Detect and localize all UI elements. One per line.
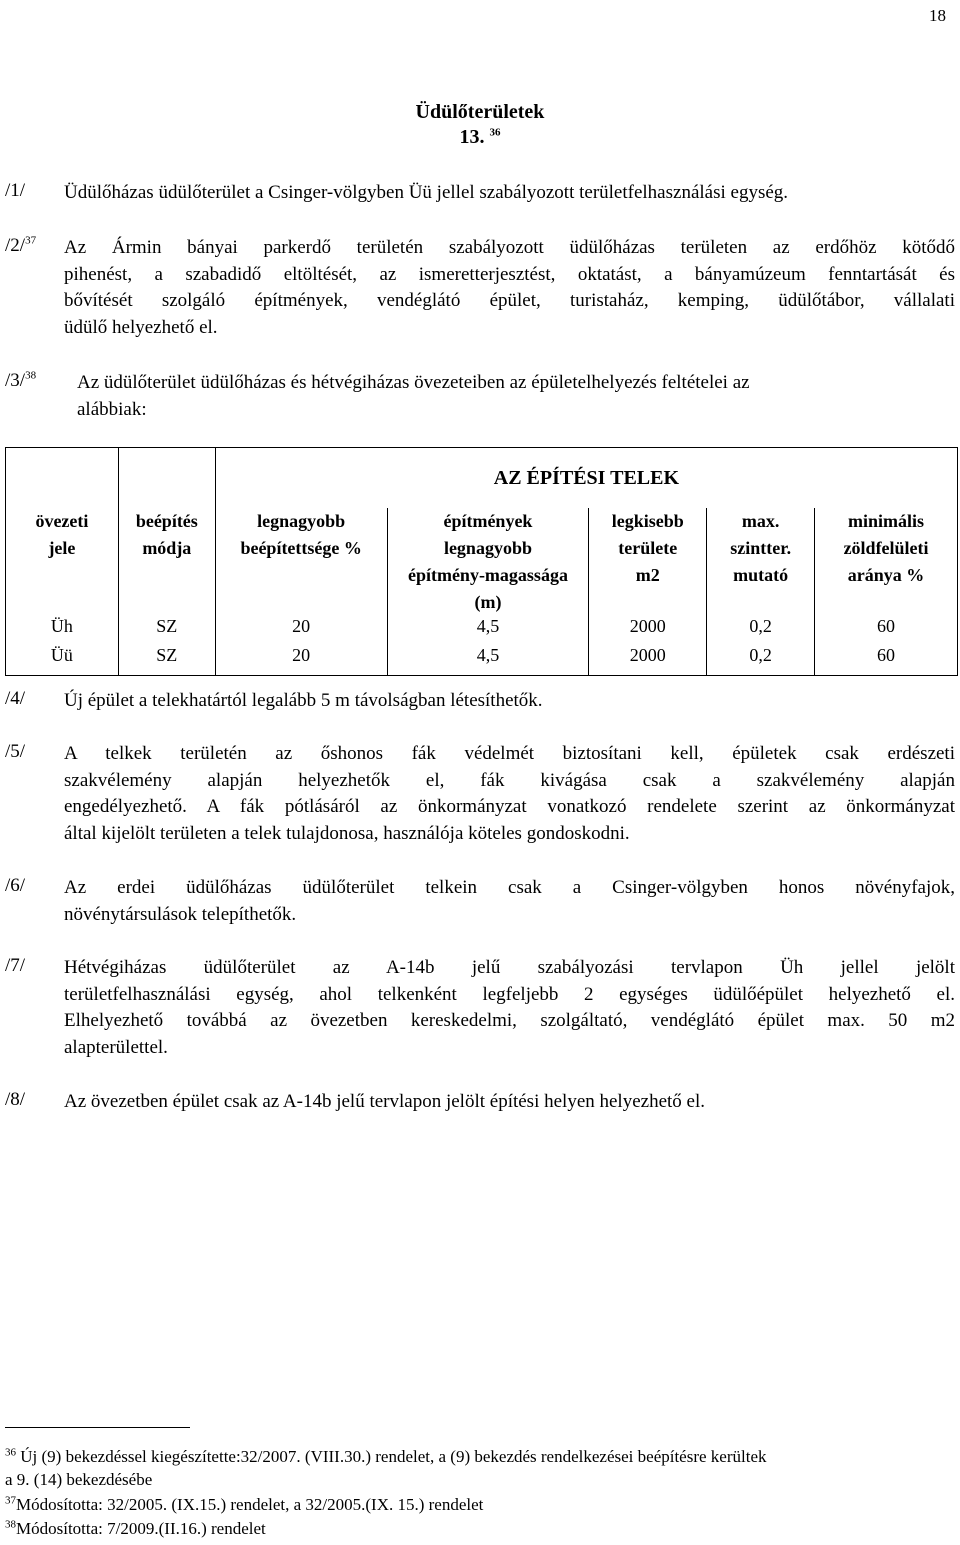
para-8-label: /8/ [5,1089,26,1110]
footnote-number: 38 [5,1518,16,1531]
table-cell: Üü [6,645,119,675]
header-line: zöldfelületi [843,538,929,558]
para-4-label: /4/ [5,688,26,709]
para-7-line: alapterülettel. [64,1036,168,1058]
para-7-line: Elhelyezhető továbbá az övezetben kereskedelmi, szolgáltató, vendéglátó épület max. 50 m2 [64,1010,955,1031]
para-3-line: Az üdülőterület üdülőházas és hétvégiházas övezeteiben az épületelhelyezés feltételei az [77,372,750,393]
page-title: Üdülőterületek [415,101,545,123]
footnote-number: 36 [5,1446,16,1459]
header-line: területe [618,538,678,558]
footnote-line [5,1445,955,1468]
header-floor-ratio [707,508,815,616]
para-5-line: által kijelölt területen a telek tulajdonosa, használója köteles gondoskodni. [64,822,630,844]
para-6-text [64,875,955,928]
header-line: építmény-magassága [407,565,568,585]
section-number [0,126,960,149]
table-cell: SZ [118,645,215,675]
footnote-ref-38: 38 [25,369,37,382]
para-3-number: /3/ [5,370,26,391]
table-cell: 2000 [589,645,707,675]
section-label: 13. [459,126,485,148]
para-6-line: Az erdei üdülőházas üdülőterület telkein csak a Csinger-völgyben honos növényfajok, [64,877,955,898]
para-2-line: üdülő helyezhető el. [64,316,218,338]
footnote-text: Módosította: 7/2009.(II.16.) rendelet [16,1519,266,1538]
header-line: aránya % [847,565,925,585]
building-plot-table [5,447,958,676]
table-cell: 0,2 [707,616,815,645]
para-8-text: Az övezetben épület csak az A-14b jelű tervlapon jelölt építési helyen helyezhető el. [64,1091,705,1112]
table-row [6,616,958,645]
table-title: AZ ÉPÍTÉSI TELEK [215,448,957,509]
header-line: (m) [474,592,502,612]
para-3-text [77,370,897,423]
para-3-line: alábbiak: [77,398,147,420]
footnote-text: Új (9) bekezdéssel kiegészítette:32/2007. (VIII.30.) rendelet, a (9) bekezdés rendelkezései beépítésre kerültek [20,1447,767,1466]
para-6-line: növénytársulások telepíthetők. [64,903,297,925]
para-7-label: /7/ [5,955,26,976]
table-cell: 60 [815,616,958,645]
header-line: m2 [635,565,660,585]
para-7-text [64,955,955,1061]
header-line: minimális [848,511,925,531]
header-line: szintter. [730,538,792,558]
header-green-ratio [815,508,958,616]
para-2-line: pihenést, a szabadidő eltöltését, az ismeretterjesztést, oktatást, a bányamúzeum fenntartását és [64,263,955,285]
header-line: mutató [733,565,789,585]
footnote-ref-36: 36 [489,126,501,139]
para-7-line: Hétvégiházas üdülőterület az A-14b jelű szabályozási tervlapon Üh jellel jelölt [64,957,955,978]
footnote-divider [5,1427,190,1428]
table-cell: 0,2 [707,645,815,675]
header-line: max. [741,511,780,531]
header-line: módja [142,538,192,558]
footnote-line: a 9. (14) bekezdésébe [5,1470,153,1489]
header-line: jele [48,538,76,558]
footnote-text: Módosította: 32/2005. (IX.15.) rendelet, a 32/2005.(IX. 15.) rendelet [16,1495,484,1514]
para-2-line: bővítését szolgáló építmények, vendéglátó épület, turistaház, kemping, üdülőtábor, vállalati [64,290,955,311]
footnote-ref-37: 37 [25,234,37,247]
header-max-coverage [215,508,387,616]
para-6-label: /6/ [5,875,26,896]
footnote-36 [5,1445,955,1491]
table-cell: 20 [215,616,387,645]
header-line: legnagyobb [443,538,532,558]
footnote-number: 37 [5,1494,16,1507]
para-3-label [5,370,36,392]
header-max-height [387,508,589,616]
table-row [6,645,958,675]
table-cell: 4,5 [387,645,589,675]
footnote-37 [5,1493,955,1516]
para-5-text [64,741,955,847]
para-2-label [5,235,36,257]
header-zone-code [6,508,119,616]
table-cell: 4,5 [387,616,589,645]
table-cell: 2000 [589,616,707,645]
para-1-text: Üdülőházas üdülőterület a Csinger-völgyben Üü jellel szabályozott területfelhasználási egység. [64,182,789,203]
table-cell: Üh [6,616,119,645]
header-line: legnagyobb [257,511,346,531]
para-1-label: /1/ [5,180,26,201]
header-min-area [589,508,707,616]
para-2-number: /2/ [5,235,26,256]
para-5-label: /5/ [5,741,26,762]
para-2-line: Az Ármin bányai parkerdő területén szabályozott üdülőházas területen az erdőhöz kötődő [64,237,955,258]
header-build-mode [118,508,215,616]
para-5-line: A telkek területén az őshonos fák védelmét biztosítani kell, épületek csak erdészeti [64,743,955,764]
header-line: építmények [443,511,533,531]
para-5-line: szakvélemény alapján helyezhetők el, fák kivágása csak a szakvélemény alapján [64,769,955,791]
para-5-line: engedélyezhető. A fák pótlásáról az önkormányzat vonatkozó rendelete szerint az önkormányzat [64,796,955,817]
header-line: legkisebb [611,511,684,531]
para-7-line: területfelhasználási egység, ahol telkenként legfeljebb 2 egységes üdülőépület helyezhető el. [64,983,955,1005]
table-cell: 20 [215,645,387,675]
header-line: beépítettsége % [240,538,362,558]
page-number: 18 [929,6,946,25]
para-4-text: Új épület a telekhatártól legalább 5 m távolságban létesíthetők. [64,690,543,711]
footnote-38 [5,1517,955,1540]
table-cell: SZ [118,616,215,645]
table-cell: 60 [815,645,958,675]
para-2-text [64,235,955,341]
header-line: övezeti [35,511,89,531]
header-line: beépítés [135,511,198,531]
